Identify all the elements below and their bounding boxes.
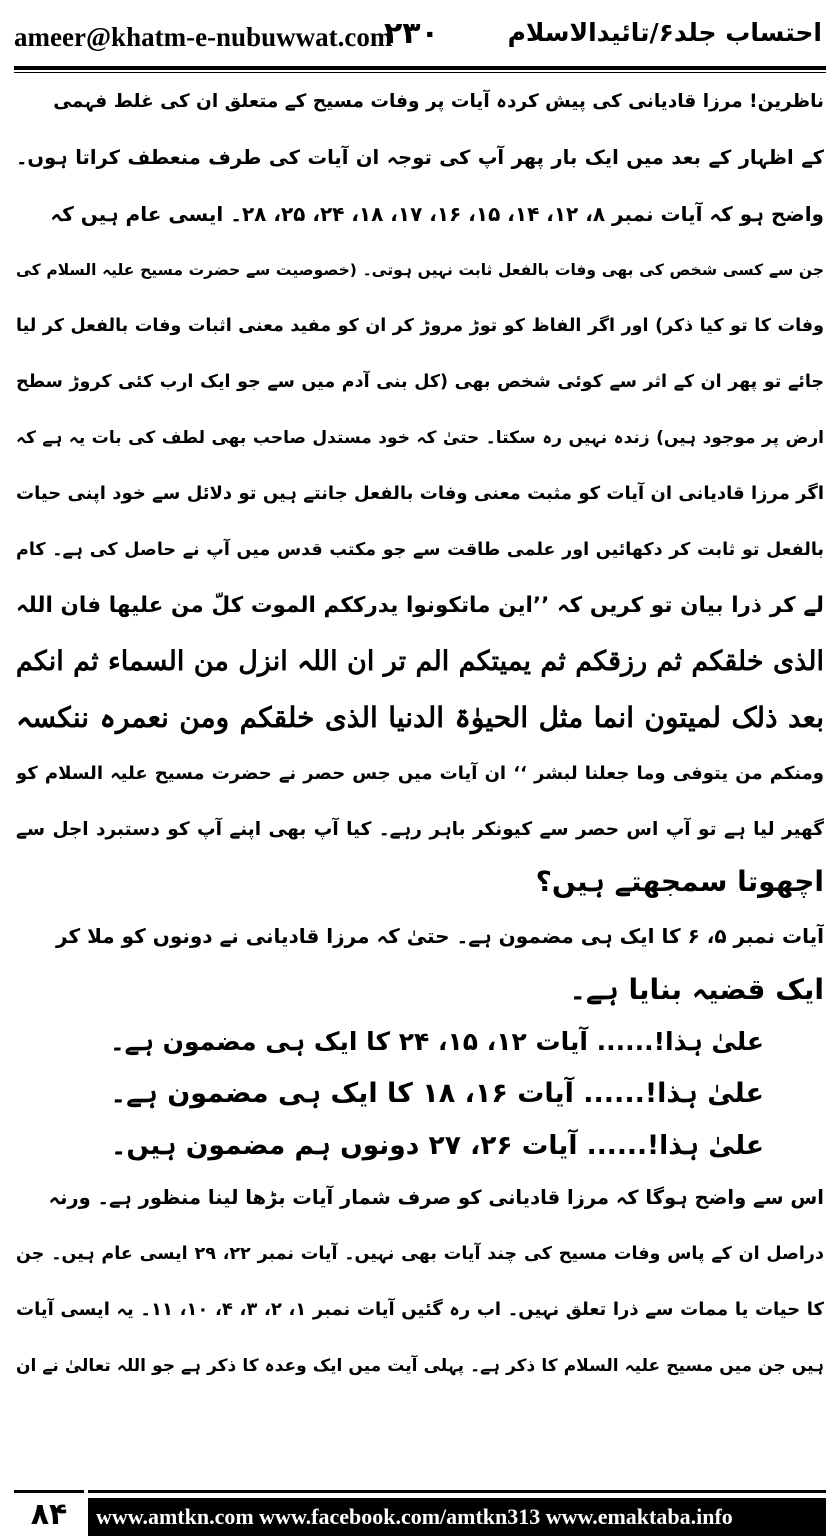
- header-book-title: احتساب جلد۶/تائیدالاسلام: [507, 18, 822, 47]
- sub-line: علیٰ ہذا!...... آیات ۱۶، ۱۸ کا ایک ہی مضمون ہے۔: [110, 1078, 764, 1109]
- text-line: ناظرین! مرزا قادیانی کی پیش کردہ آیات پر وفات مسیح کے متعلق ان کی غلط فہمی: [53, 91, 824, 112]
- text-line: جن سے کسی شخص کی بھی وفات بالفعل ثابت نہیں ہوتی۔ (خصوصیت سے حضرت مسیح علیہ السلام کی: [16, 261, 824, 279]
- text-line: واضح ہو کہ آیات نمبر ۸، ۱۲، ۱۴، ۱۵، ۱۶، ۱۷، ۱۸، ۲۴، ۲۵، ۲۸۔ ایسی عام ہیں کہ: [50, 202, 824, 226]
- sub-line: علیٰ ہذا!...... آیات ۲۶، ۲۷ دونوں ہم مضمون ہیں۔: [110, 1130, 764, 1161]
- header-page-number: ۲۳۰: [384, 16, 439, 51]
- text-line: دراصل ان کے پاس وفات مسیح کی چند آیات بھی نہیں۔ آیات نمبر ۲۲، ۲۹ ایسی عام ہیں۔ جن: [16, 1244, 824, 1264]
- text-line: اس سے واضح ہوگا کہ مرزا قادیانی کو صرف شمار آیات بڑھا لینا منظور ہے۔ ورنہ: [48, 1186, 824, 1209]
- arabic-line: بعد ذلک لمیتون انما مثل الحیوٰۃ الدنیا الذی خلقکم ومن نعمرہ ننکسہ: [16, 701, 824, 734]
- text-line: اگر مرزا قادیانی ان آیات کو مثبت معنی وفات بالفعل جانتے ہیں تو دلائل سے خود اپنی حیات: [16, 483, 824, 504]
- footer-links: www.amtkn.com www.facebook.com/amtkn313 www.emaktaba.info: [96, 1504, 733, 1529]
- footer-rule: [88, 1490, 826, 1493]
- footer-page-number: ۸۴: [14, 1490, 84, 1539]
- header-rule-thin: [14, 72, 826, 73]
- text-line: گھیر لیا ہے تو آپ اس حصر سے کیونکر باہر رہے۔ کیا آپ بھی اپنے آپ کو دستبرد اجل سے: [16, 819, 824, 840]
- text-line: لے کر ذرا بیان تو کریں کہ ’’این ماتکونوا یدرککم الموت کلّ من علیھا فان اللہ: [16, 593, 824, 618]
- text-line: ہیں جن میں مسیح علیہ السلام کا ذکر ہے۔ پہلی آیت میں ایک وعدہ کا ذکر ہے جو اللہ تعالیٰ نے ان: [16, 1356, 824, 1376]
- text-line: ایک قضیہ بنایا ہے۔: [569, 973, 824, 1006]
- text-line: کے اظہار کے بعد میں ایک بار پھر آپ کی توجہ ان آیات کی طرف منعطف کراتا ہوں۔: [16, 146, 824, 169]
- text-line: کا حیات یا ممات سے ذرا تعلق نہیں۔ اب رہ گئیں آیات نمبر ۱، ۲، ۳، ۴، ۱۰، ۱۱۔ یہ ایسی آیات: [16, 1299, 824, 1320]
- text-line: ومنکم من یتوفی وما جعلنا لبشر ‘‘ ان آیات میں جس حصر نے حضرت مسیح علیہ السلام کو: [16, 763, 824, 784]
- text-line: جائے تو پھر ان کے اثر سے کوئی شخص بھی (کل بنی آدم میں سے جو ایک ارب کئی کروڑ سطح: [16, 372, 824, 392]
- page-body: [16, 82, 824, 1472]
- text-line: اچھوتا سمجھتے ہیں؟: [535, 865, 824, 898]
- page-header: [0, 0, 840, 70]
- text-line: آیات نمبر ۵، ۶ کا ایک ہی مضمون ہے۔ حتیٰ کہ مرزا قادیانی نے دونوں کو ملا کر: [56, 924, 824, 948]
- arabic-line: الذی خلقکم ثم رزقکم ثم یمیتکم الم تر ان اللہ انزل من السماء ثم انکم: [16, 646, 824, 677]
- text-line: وفات کا تو کیا ذکر) اور اگر الفاظ کو توڑ مروڑ کر ان کو مفید معنی اثبات وفات بالفعل کر لیا: [16, 316, 824, 336]
- header-rule-thick: [14, 66, 826, 70]
- sub-line: علیٰ ہذا!...... آیات ۱۲، ۱۵، ۲۴ کا ایک ہی مضمون ہے۔: [110, 1027, 764, 1056]
- page-footer: [0, 1486, 840, 1540]
- text-line: بالفعل تو ثابت کر دکھائیں اور علمی طاقت سے جو مکتب قدس میں آپ نے حاصل کی ہے۔ کام: [16, 540, 824, 560]
- header-email: ameer@khatm-e-nubuwwat.com: [14, 22, 393, 52]
- text-line: ارض پر موجود ہیں) زندہ نہیں رہ سکتا۔ حتیٰ کہ خود مستدل صاحب بھی لطف کی بات یہ ہے کہ: [16, 428, 824, 448]
